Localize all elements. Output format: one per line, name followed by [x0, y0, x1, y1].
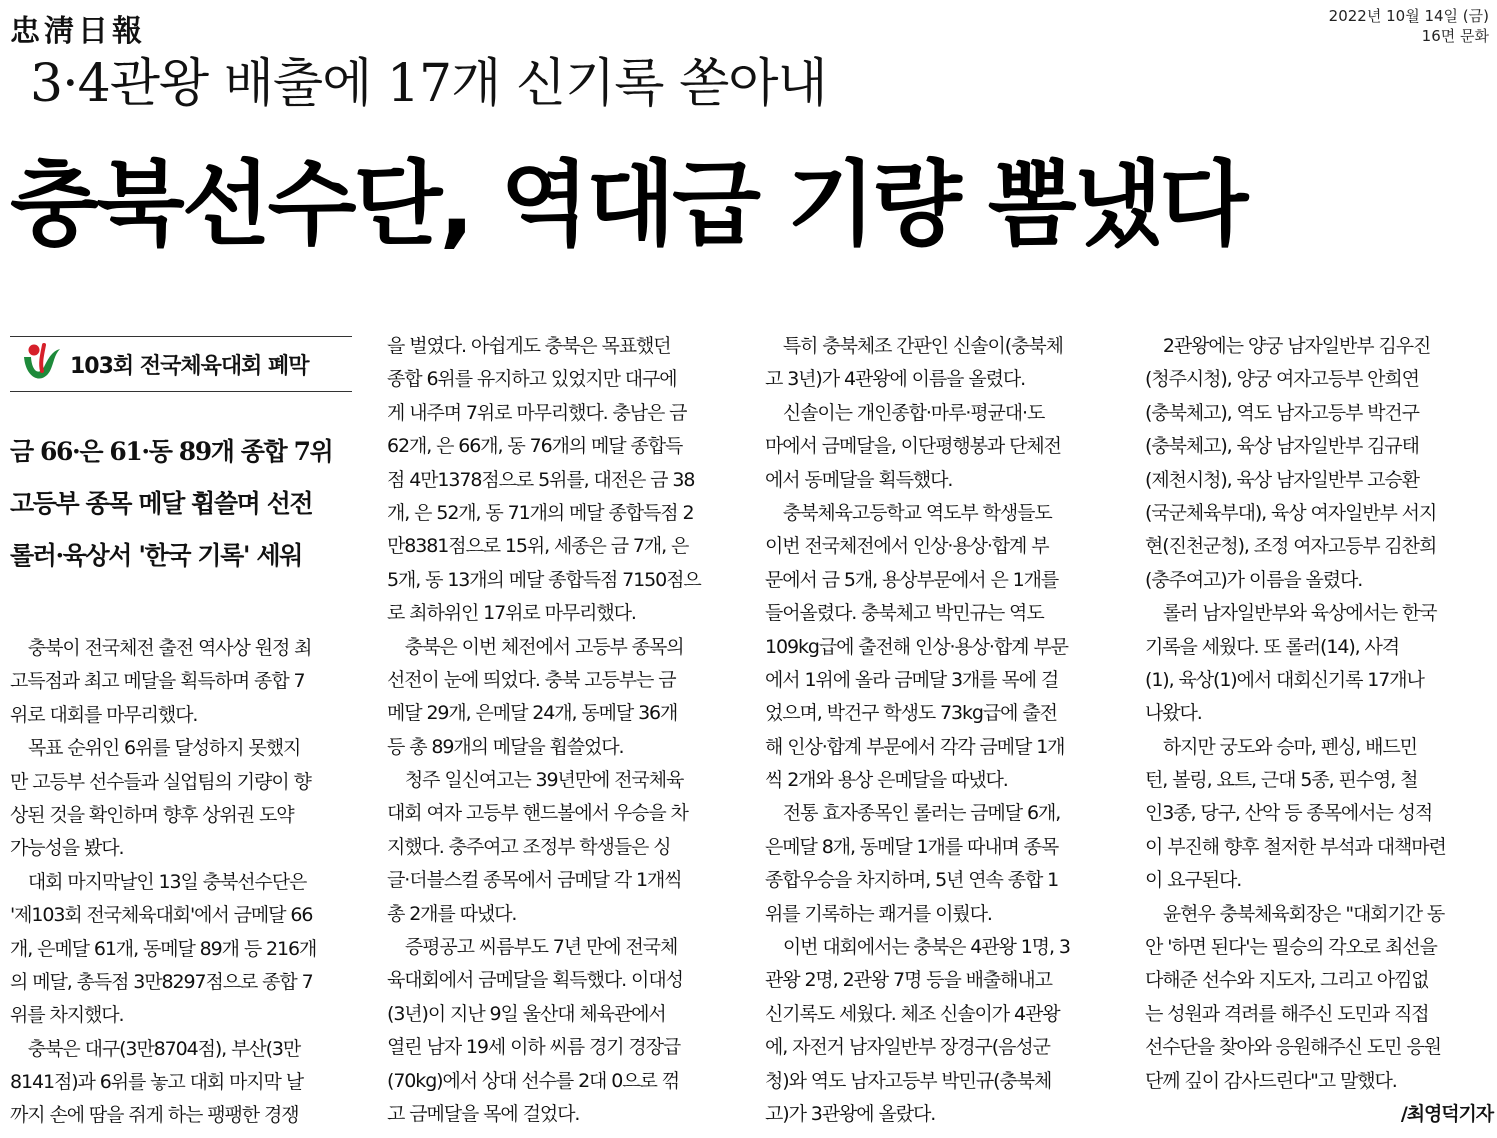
summary-line: 고등부 종목 메달 휩쓸며 선전	[10, 489, 313, 518]
body-text-line: 현(진천군청), 조정 여자고등부 김찬희	[1145, 535, 1437, 558]
body-text-line: 의 메달, 총득점 3만8297점으로 종합 7	[10, 970, 313, 993]
body-column-1	[10, 632, 356, 1133]
body-text-line: 육대회에서 금메달을 획득했다. 이대성	[387, 969, 683, 992]
body-text-line: 이번 전국체전에서 인상·용상·합계 부	[765, 535, 1049, 558]
body-column-2	[387, 330, 735, 1131]
body-text-line: 이 부진해 향후 철저한 부석과 대책마련	[1145, 835, 1446, 858]
body-text-line: (1), 육상(1)에서 대회신기록 17개나	[1145, 668, 1424, 691]
body-text-line: 해 인상·합계 부문에서 각각 금메달 1개	[765, 735, 1065, 758]
body-text-line: (충북체고), 역도 남자고등부 박건구	[1145, 401, 1419, 424]
body-text-line: 글·더블스컬 종목에서 금메달 각 1개씩	[387, 869, 682, 892]
body-text-line: 었으며, 박건구 학생도 73kg급에 출전	[765, 702, 1057, 725]
body-text-line: 에서 동메달을 획득했다.	[765, 468, 953, 491]
body-text-line: 들어올렸다. 충북체고 박민규는 역도	[765, 602, 1044, 625]
body-text-line: 5개, 동 13개의 메달 종합득점 7150점으	[387, 568, 701, 591]
body-text-line: 관왕 2명, 2관왕 7명 등을 배출해내고	[765, 969, 1052, 992]
article-headline: 충북선수단, 역대급 기량 뽐냈다	[10, 151, 1246, 258]
body-text-line: 윤현우 충북체육회장은 "대회기간 동	[1145, 902, 1445, 925]
body-text-line: 109kg급에 출전해 인상·용상·합계 부문	[765, 635, 1068, 658]
body-text-line: '제103회 전국체육대회'에서 금메달 66	[10, 904, 313, 927]
body-text-line: 롤러 남자일반부와 육상에서는 한국	[1145, 602, 1437, 625]
body-text-line: 62개, 은 66개, 동 76개의 메달 종합득	[387, 435, 683, 458]
body-text-line: 고 3년)가 4관왕에 이름을 올렸다.	[765, 368, 1026, 391]
body-text-line: 에서 1위에 올라 금메달 3개를 목에 걸	[765, 668, 1059, 691]
body-text-line: 충북이 전국체전 출전 역사상 원정 최	[10, 637, 312, 659]
publication-date: 2022년 10월 14일 (금)	[1328, 7, 1489, 25]
body-text-line: 을 벌였다. 아쉽게도 충북은 목표했던	[387, 335, 671, 357]
body-text-line: 위로 대회를 마무리했다.	[10, 703, 198, 726]
body-text-line: 위를 차지했다.	[10, 1004, 124, 1027]
body-text-line: 충북은 이번 체전에서 고등부 종목의	[387, 635, 684, 658]
body-text-line: 에, 자전거 남자일반부 장경구(음성군	[765, 1036, 1050, 1059]
body-text-line: (제천시청), 육상 남자일반부 고승환	[1145, 468, 1419, 491]
body-text-line: 메달 29개, 은메달 24개, 동메달 36개	[387, 702, 678, 725]
sports-festival-logo-icon	[20, 341, 64, 387]
body-text-line: 이번 대회에서는 충북은 4관왕 1명, 3	[765, 936, 1070, 959]
event-title: 103회 전국체육대회 폐막	[70, 353, 309, 379]
body-text-line: 문에서 금 5개, 용상부문에서 은 1개를	[765, 568, 1059, 591]
body-text-line: 만8381점으로 15위, 세종은 금 7개, 은	[387, 535, 689, 558]
body-text-line: 등 총 89개의 메달을 휩쓸었다.	[387, 735, 624, 758]
body-text-line: 신기록도 세웠다. 체조 신솔이가 4관왕	[765, 1002, 1060, 1025]
body-text-line: 충북은 대구(3만8704점), 부산(3만	[10, 1037, 301, 1060]
body-text-line: 선전이 눈에 띄었다. 충북 고등부는 금	[387, 668, 676, 691]
body-text-line: 특히 충북체조 간판인 신솔이(충북체	[765, 335, 1063, 357]
body-text-line: (3년)이 지난 9일 울산대 체육관에서	[387, 1002, 666, 1025]
body-text-line: 2관왕에는 양궁 남자일반부 김우진	[1145, 335, 1431, 357]
body-column-4	[1145, 330, 1493, 1131]
body-text-line: 고득점과 최고 메달을 획득하며 종합 7	[10, 670, 305, 693]
body-text-line: 위를 기록하는 쾌거를 이뤘다.	[765, 902, 992, 925]
article-subhead: 3·4관왕 배출에 17개 신기록 쏟아내	[30, 54, 827, 114]
body-text-line: 점 4만1378점으로 5위를, 대전은 금 38	[387, 468, 695, 491]
body-text-line: 단께 깊이 감사드린다"고 말했다.	[1145, 1069, 1397, 1092]
body-text-line: 안 '하면 된다'는 필승의 각오로 최선을	[1145, 936, 1437, 959]
body-text-line: (70kg)에서 상대 선수를 2대 0으로 꺾	[387, 1069, 679, 1092]
body-text-line: 총 2개를 따냈다.	[387, 902, 517, 925]
body-text-line: 인3종, 당구, 산악 등 종목에서는 성적	[1145, 802, 1433, 825]
body-text-line: 대회 마지막날인 13일 충북선수단은	[10, 870, 307, 893]
body-text-line: 전통 효자종목인 롤러는 금메달 6개,	[765, 802, 1061, 825]
body-text-line: 8141점)과 6위를 놓고 대회 마지막 날	[10, 1071, 304, 1094]
body-text-line: 만 고등부 선수들과 실업팀의 기량이 향	[10, 770, 311, 793]
reporter-byline: /최영덕기자	[1400, 1102, 1493, 1125]
body-text-line: 다해준 선수와 지도자, 그리고 아낌없	[1145, 969, 1429, 992]
page-section: 16면 문화	[1421, 27, 1489, 45]
body-text-line: 나왔다.	[1145, 702, 1202, 725]
body-text-line: 종합 6위를 유지하고 있었지만 대구에	[387, 368, 677, 391]
body-text-line: 로 최하위인 17위로 마무리했다.	[387, 602, 636, 625]
body-text-line: 까지 손에 땀을 쥐게 하는 팽팽한 경쟁	[10, 1104, 299, 1127]
summary-line: 롤러·육상서 '한국 기록' 세워	[10, 541, 302, 570]
body-text-line: 씩 2개와 용상 은메달을 따냈다.	[765, 769, 1008, 792]
newspaper-masthead: 忠淸日報	[10, 14, 146, 49]
body-text-line: 대회 여자 고등부 핸드볼에서 우승을 차	[387, 802, 688, 825]
body-text-line: 하지만 궁도와 승마, 펜싱, 배드민	[1145, 735, 1417, 758]
body-text-line: 마에서 금메달을, 이단평행봉과 단체전	[765, 435, 1061, 458]
body-text-line: 증평공고 씨름부도 7년 만에 전국체	[387, 936, 678, 959]
event-label-box	[10, 336, 352, 392]
body-text-line: 턴, 볼링, 요트, 근대 5종, 핀수영, 철	[1145, 769, 1418, 792]
body-text-line: 지했다. 충주여고 조정부 학생들은 싱	[387, 835, 671, 858]
body-text-line: 기록을 세웠다. 또 롤러(14), 사격	[1145, 635, 1400, 658]
body-text-line: 청주 일신여고는 39년만에 전국체육	[387, 769, 684, 792]
body-text-line: 게 내주며 7위로 마무리했다. 충남은 금	[387, 401, 687, 424]
body-text-line: 는 성원과 격려를 해주신 도민과 직접	[1145, 1002, 1429, 1025]
body-text-line: 은메달 8개, 동메달 1개를 따내며 종목	[765, 835, 1059, 858]
body-text-line: 충북체육고등학교 역도부 학생들도	[765, 501, 1052, 524]
body-text-line: 목표 순위인 6위를 달성하지 못했지	[10, 737, 301, 760]
body-column-3	[765, 330, 1113, 1131]
body-text-line: 종합우승을 차지하며, 5년 연속 종합 1	[765, 869, 1059, 892]
body-text-line: 개, 은 52개, 동 71개의 메달 종합득점 2	[387, 501, 694, 524]
body-text-line: (청주시청), 양궁 여자고등부 안희연	[1145, 368, 1419, 391]
body-text-line: 고 금메달을 목에 걸었다.	[387, 1102, 580, 1125]
body-text-line: 청)와 역도 남자고등부 박민규(충북체	[765, 1069, 1052, 1092]
body-text-line: 신솔이는 개인종합·마루·평균대·도	[765, 401, 1045, 424]
summary-line: 금 66·은 61·동 89개 종합 7위	[10, 437, 333, 466]
body-text-line: 선수단을 찾아와 응원해주신 도민 응원	[1145, 1036, 1441, 1059]
body-text-line: (충북체고), 육상 남자일반부 김규태	[1145, 435, 1419, 458]
summary-points	[10, 426, 356, 582]
body-text-line: 열린 남자 19세 이하 씨름 경기 경장급	[387, 1036, 681, 1059]
body-text-line: 개, 은메달 61개, 동메달 89개 등 216개	[10, 937, 317, 960]
body-text-line: 이 요구된다.	[1145, 869, 1242, 892]
dateline	[1329, 6, 1489, 46]
body-text-line: (국군체육부대), 육상 여자일반부 서지	[1145, 501, 1437, 524]
body-text-line: 가능성을 봤다.	[10, 837, 124, 860]
body-text-line: 상된 것을 확인하며 향후 상위권 도약	[10, 803, 294, 826]
body-text-line: 고)가 3관왕에 올랐다.	[765, 1102, 936, 1125]
body-text-line: (충주여고)가 이름을 올렸다.	[1145, 568, 1363, 591]
